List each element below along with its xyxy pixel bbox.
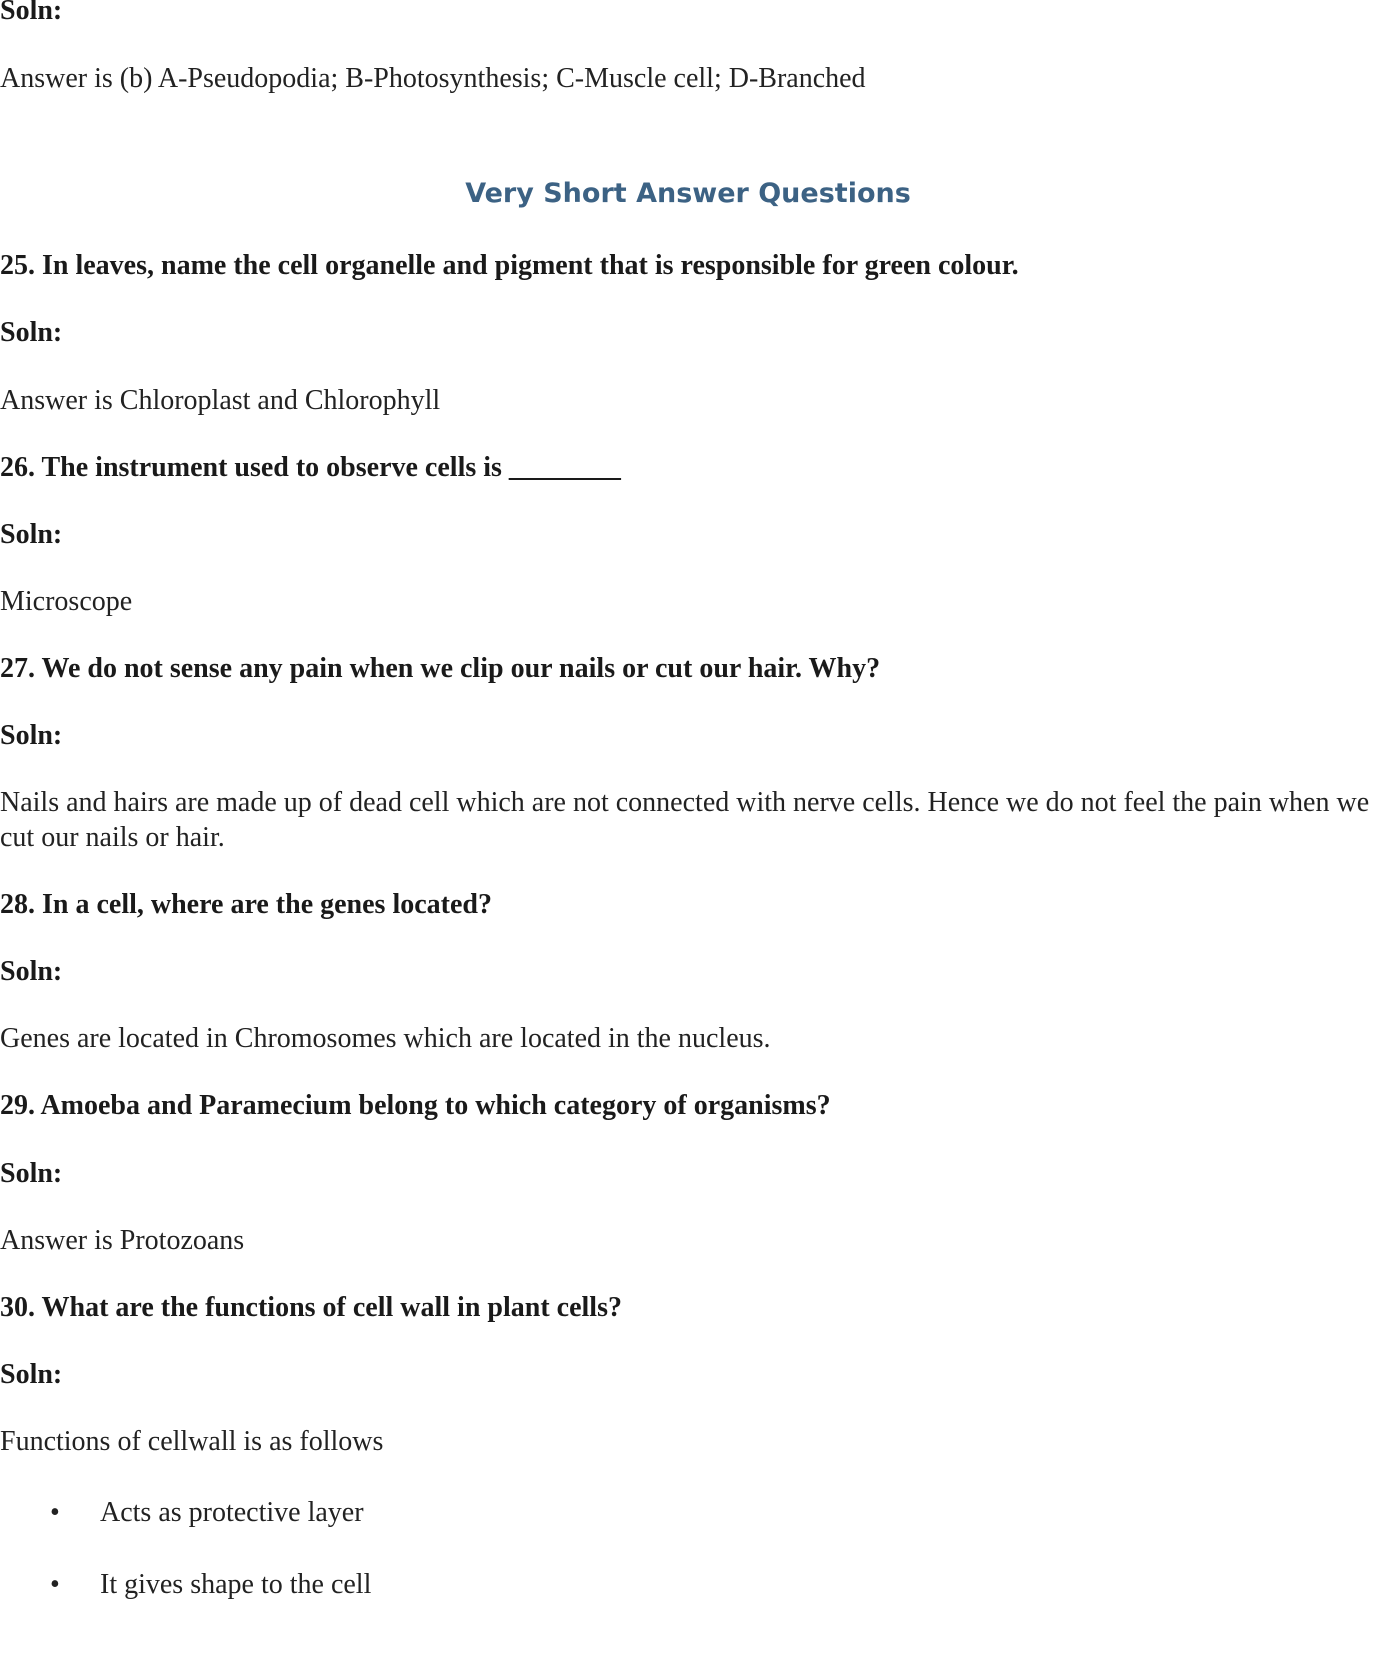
- soln-label: Soln:: [0, 1158, 63, 1189]
- answer-text: Answer is Chloroplast and Chlorophyll: [0, 385, 441, 416]
- bullet-icon: •: [50, 1569, 60, 1600]
- soln-label: Soln:: [0, 519, 63, 550]
- soln-label: Soln:: [0, 1359, 63, 1390]
- question-26: 26. The instrument used to observe cells is ________: [0, 452, 621, 483]
- question-28: 28. In a cell, where are the genes located?: [0, 889, 492, 920]
- question-30: 30. What are the functions of cell wall in plant cells?: [0, 1292, 622, 1323]
- soln-label: Soln:: [0, 317, 63, 348]
- soln-label: Soln:: [0, 720, 63, 751]
- answer-text: Microscope: [0, 586, 133, 617]
- list-item-text: It gives shape to the cell: [100, 1569, 372, 1600]
- answer-text: Genes are located in Chromosomes which are located in the nucleus.: [0, 1023, 771, 1054]
- answer-text: Functions of cellwall is as follows: [0, 1426, 384, 1457]
- question-29: 29. Amoeba and Paramecium belong to which category of organisms?: [0, 1090, 831, 1121]
- section-heading: Very Short Answer Questions: [465, 178, 911, 209]
- answer-text: Answer is (b) A-Pseudopodia; B-Photosynthesis; C-Muscle cell; D-Branched: [0, 63, 866, 94]
- answer-text: Answer is Protozoans: [0, 1225, 245, 1256]
- answer-paragraph: Nails and hairs are made up of dead cell which are not connected with nerve cells. Hence we do not feel the pain when we cut our nails or hair.: [0, 787, 1370, 853]
- question-25: 25. In leaves, name the cell organelle and pigment that is responsible for green colour.: [0, 250, 1019, 281]
- question-27: 27. We do not sense any pain when we clip our nails or cut our hair. Why?: [0, 653, 881, 684]
- list-item-text: Acts as protective layer: [100, 1497, 364, 1528]
- soln-label: Soln:: [0, 0, 63, 26]
- bullet-icon: •: [50, 1497, 60, 1528]
- soln-label: Soln:: [0, 956, 63, 987]
